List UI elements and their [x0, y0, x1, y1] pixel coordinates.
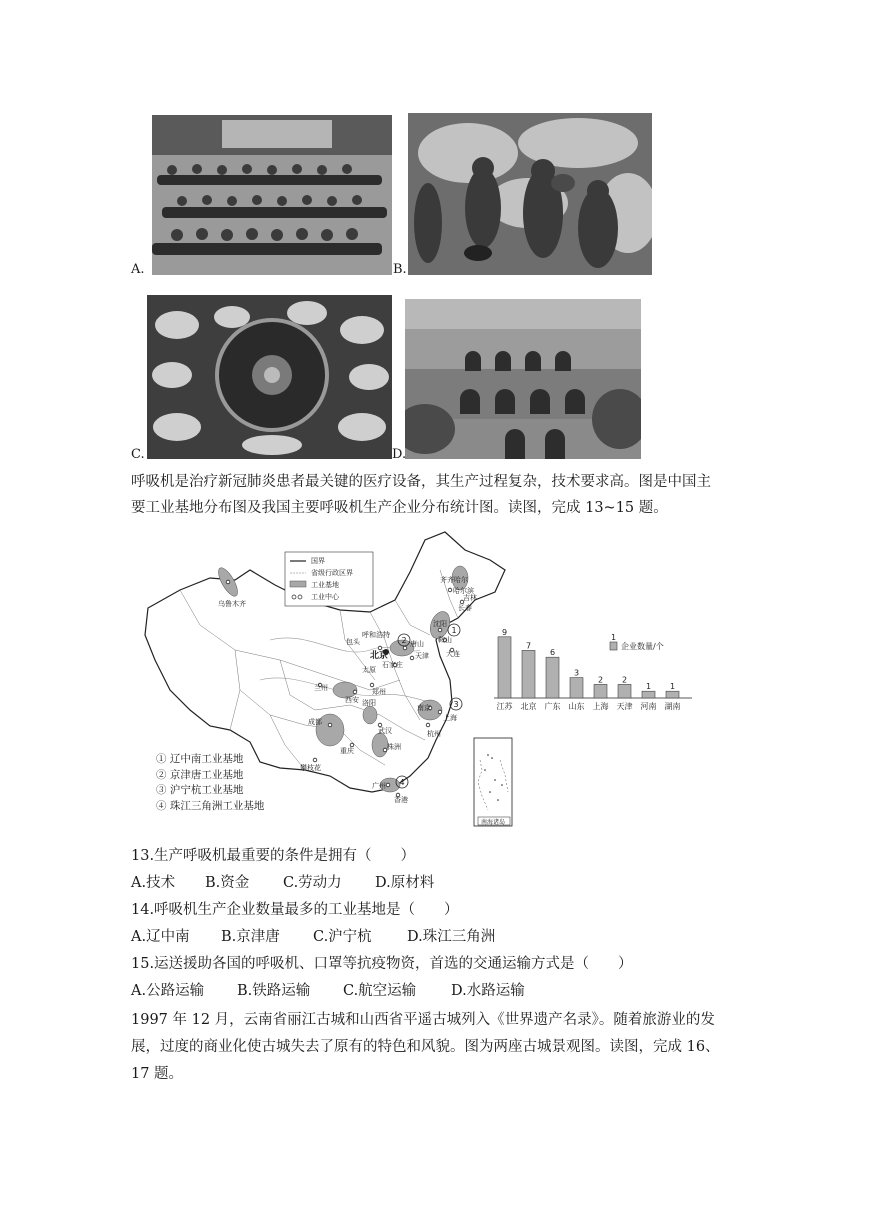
- city-chengdu: 成都: [308, 718, 322, 726]
- q14-option-d[interactable]: D.珠江三角洲: [407, 929, 496, 945]
- chart-bar: [618, 684, 631, 698]
- city-tangshan: 唐山: [410, 640, 424, 648]
- question-15-stem: 15.运送援助各国的呼吸机、口罩等抗疫物资，首选的交通运输方式是（ ）: [131, 956, 633, 972]
- chart-bar: [594, 684, 607, 698]
- city-taiyuan: 太原: [362, 666, 376, 674]
- city-luoyang: 洛阳: [362, 699, 376, 707]
- intro-line-2: 要工业基地分布图及我国主要呼吸机生产企业分布统计图。读图，完成 13~15 题。: [131, 500, 668, 516]
- chart-value-label: 3: [573, 668, 580, 678]
- city-wuhan: 武汉: [378, 727, 392, 735]
- city-changchun: 长春: [458, 604, 472, 612]
- chart-value-label: 9: [501, 627, 508, 637]
- svg-text:3: 3: [453, 700, 459, 709]
- chart-bar: [546, 657, 559, 698]
- outro-line-2: 展，过度的商业化使古城失去了原有的特色和风貌。图为两座古城景观图。读图，完成 16、: [131, 1039, 720, 1055]
- south-china-sea-inset: [474, 738, 512, 826]
- city-anshan: 鞍山: [438, 636, 452, 644]
- chart-category-label: 广东: [544, 702, 561, 711]
- q13-option-b[interactable]: B.资金: [205, 875, 250, 891]
- svg-text:4: 4: [399, 778, 405, 787]
- city-shijiazhuang: 石家庄: [382, 661, 403, 669]
- city-beijing: 北京: [370, 651, 389, 661]
- q14-option-b[interactable]: B.京津唐: [221, 929, 280, 945]
- q15-option-a[interactable]: A.公路运输: [131, 983, 205, 999]
- city-hangzhou: 杭州: [427, 730, 441, 738]
- map-legend: [285, 552, 373, 606]
- chart-value-label: 1: [645, 682, 652, 692]
- chart-value-label: 7: [525, 641, 532, 651]
- city-guangzhou: 广州: [372, 782, 386, 790]
- chart-value-label: 6: [549, 648, 556, 658]
- q15-option-c[interactable]: C.航空运输: [343, 983, 417, 999]
- chart-legend-value: 1: [610, 633, 617, 642]
- chart-bar: [570, 678, 583, 698]
- city-chongqing: 重庆: [340, 747, 354, 755]
- base-item-2: ② 京津唐工业基地: [156, 768, 244, 781]
- city-shanghai: 上海: [443, 714, 457, 722]
- chart-category-label: 河南: [640, 702, 657, 711]
- city-jilin: 吉林: [463, 594, 477, 602]
- city-tianjin: 天津: [415, 652, 429, 660]
- city-nanjing: 南京: [417, 704, 431, 712]
- q15-option-d[interactable]: D.水路运输: [451, 983, 525, 999]
- water-splashing-festival-photo: [408, 113, 652, 275]
- city-huhehaote: 呼和浩特: [362, 631, 390, 639]
- option-b-label: B.: [393, 262, 407, 277]
- city-harbin: 哈尔滨: [453, 587, 474, 595]
- legend-border: 国界: [311, 557, 325, 565]
- city-hongkong: 香港: [394, 796, 408, 804]
- q14-option-c[interactable]: C.沪宁杭: [313, 929, 372, 945]
- city-lanzhou: 兰州: [314, 684, 328, 692]
- chart-category-label: 北京: [520, 702, 537, 711]
- question-13-options: [131, 870, 434, 896]
- svg-text:1: 1: [451, 626, 457, 635]
- chart-category-label: 天津: [616, 702, 633, 711]
- hotpot-photo: [147, 295, 392, 459]
- q14-option-a[interactable]: A.辽中南: [131, 929, 190, 945]
- city-baotou: 包头: [346, 638, 360, 646]
- question-15-options: [131, 978, 525, 1004]
- chart-bar: [522, 650, 535, 698]
- chart-category-label: 上海: [592, 702, 609, 711]
- china-industrial-base-map: [140, 530, 520, 830]
- option-c-label: C.: [131, 447, 145, 462]
- base-item-3: ③ 沪宁杭工业基地: [156, 784, 244, 796]
- outro-line-1: 1997 年 12 月，云南省丽江古城和山西省平遥古城列入《世界遗产名录》。随着旅游业的发: [131, 1012, 715, 1028]
- city-shenyang: 沈阳: [433, 620, 447, 628]
- option-a-label: A.: [131, 262, 145, 277]
- intro-line-1: 呼吸机是治疗新冠肺炎患者最关键的医疗设备，其生产过程复杂，技术要求高。图是中国主: [131, 474, 711, 490]
- city-urumqi: 乌鲁木齐: [218, 600, 246, 608]
- chart-category-label: 湖南: [664, 702, 681, 711]
- city-qiqihar: 齐齐哈尔: [440, 576, 468, 584]
- base-item-1: ① 辽中南工业基地: [156, 753, 244, 765]
- q13-option-c[interactable]: C.劳动力: [283, 875, 342, 891]
- chart-value-label: 2: [597, 675, 604, 685]
- base-item-4: ④ 珠江三角洲工业基地: [156, 799, 265, 812]
- question-14-stem: 14.呼吸机生产企业数量最多的工业基地是（ ）: [131, 902, 459, 918]
- q13-option-a[interactable]: A.技术: [131, 875, 176, 891]
- q13-option-d[interactable]: D.原材料: [375, 875, 435, 891]
- city-panzhihua: 攀枝花: [300, 764, 321, 772]
- option-d-label: D.: [392, 447, 407, 462]
- city-zhengzhou: 郑州: [372, 688, 386, 696]
- chart-bar: [666, 691, 679, 698]
- city-dalian: 大连: [446, 650, 460, 658]
- svg-text:2: 2: [401, 636, 407, 645]
- cave-dwelling-photo: [405, 299, 641, 459]
- chart-legend-label: 企业数量/个: [621, 642, 664, 651]
- chart-value-label: 1: [669, 682, 676, 692]
- legend-center: 工业中心: [311, 593, 339, 601]
- chart-legend-swatch: [610, 642, 617, 650]
- legend-province: 省级行政区界: [311, 569, 353, 577]
- chart-bar: [642, 691, 655, 698]
- chart-value-label: 2: [621, 675, 628, 685]
- chart-category-label: 江苏: [496, 702, 513, 711]
- question-14-options: [131, 924, 495, 950]
- legend-base: 工业基地: [311, 581, 339, 589]
- map-base-list: [156, 752, 264, 814]
- ventilator-enterprise-chart: [490, 620, 700, 720]
- city-xian: 西安: [345, 696, 359, 704]
- chart-category-label: 山东: [568, 702, 585, 711]
- inset-title: 南海诸岛: [481, 819, 506, 826]
- q15-option-b[interactable]: B.铁路运输: [237, 983, 311, 999]
- outro-line-3: 17 题。: [131, 1066, 184, 1082]
- dragon-boat-photo: [152, 115, 392, 275]
- city-zhuzhou: 株洲: [387, 743, 401, 751]
- question-13-stem: 13.生产呼吸机最重要的条件是拥有（ ）: [131, 848, 416, 864]
- chart-bar: [498, 637, 511, 698]
